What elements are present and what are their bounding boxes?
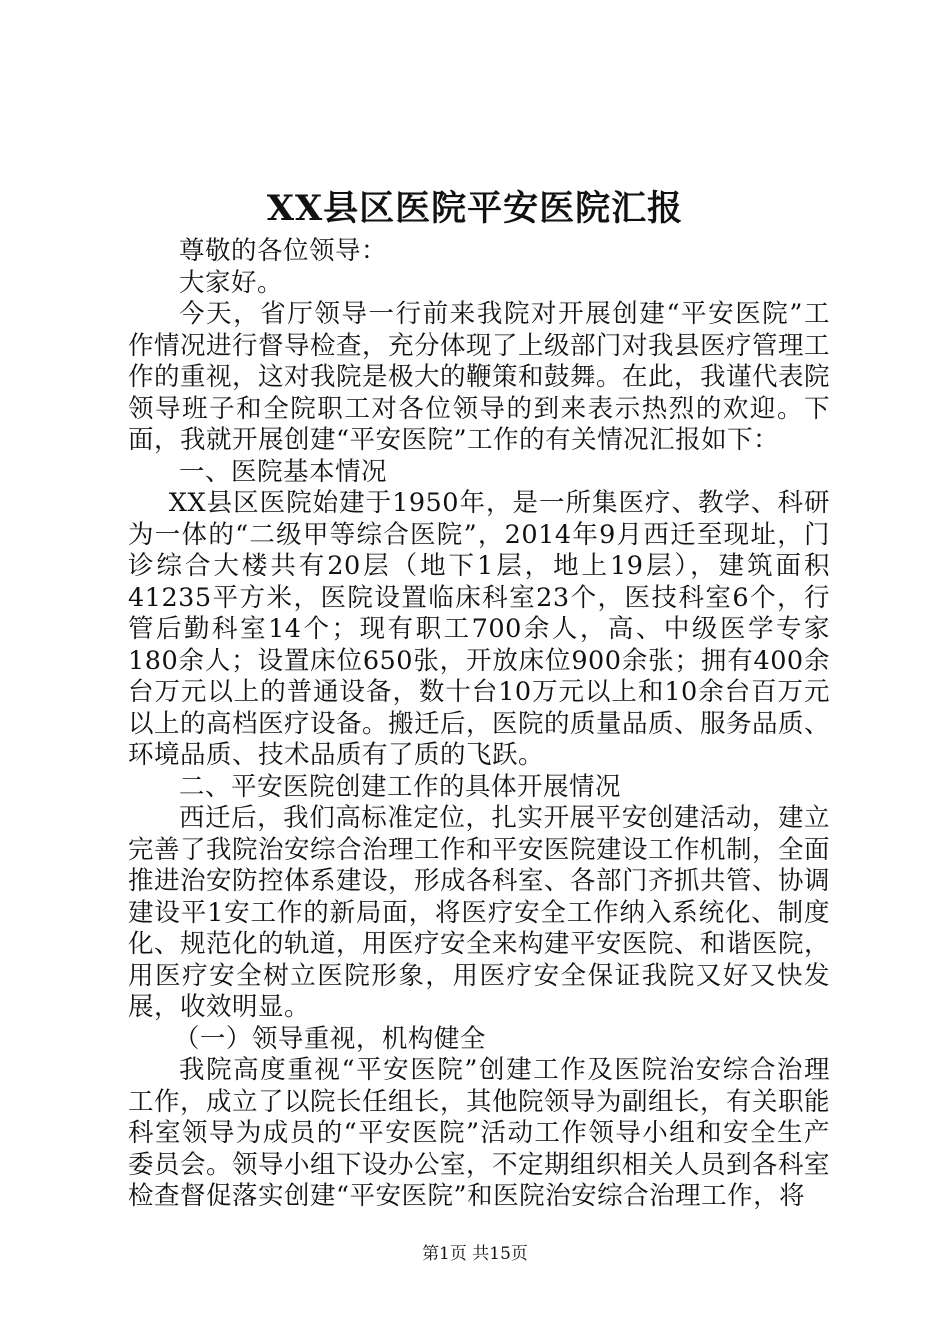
document-body bbox=[128, 236, 830, 1213]
greeting: 大家好。 bbox=[179, 267, 284, 298]
basic-info-paragraph: XX县区医院始建于1950年，是一所集医疗、教学、科研为一体的“二级甲等综合医院”，2014年9月西迁至现址，门诊综合大楼共有20层（地下1层，地上19层），建筑面积41235平方米，医院设置临床科室23个，医技科室6个，行管后勤科室14个；现有职工700余人，高、中级医学专家180余人；设置床位650张，开放床位900余张；拥有400余台万元以上的普通设备，数十台10万元以上和10余台百万元以上的高档医疗设备。搬迁后，医院的质量品质、服务品质、环境品质、技术品质有了质的飞跃。 bbox=[128, 488, 831, 770]
document-title: XX县区医院平安医院汇报 bbox=[266, 188, 684, 229]
implementation-paragraph: 西迁后，我们高标准定位，扎实开展平安创建活动，建立完善了我院治安综合治理工作和平安医院建设工作机制，全面推进治安防控体系建设，形成各科室、各部门齐抓共管、协调建设平1安工作的新局面，将医疗安全工作纳入系统化、制度化、规范化的轨道，用医疗安全来构建平安医院、和谐医院，用医疗安全树立医院形象，用医疗安全保证我院又好又快发展，收效明显。 bbox=[128, 803, 831, 1022]
intro-paragraph: 今天，省厅领导一行前来我院对开展创建“平安医院”工作情况进行督导检查，充分体现了上级部门对我县医疗管理工作的重视，这对我院是极大的鞭策和鼓舞。在此，我谨代表院领导班子和全院职工对各位领导的到来表示热烈的欢迎。下面，我就开展创建“平安医院”工作的有关情况汇报如下： bbox=[128, 299, 831, 455]
section-heading-1: 一、医院基本情况 bbox=[179, 456, 388, 487]
subsection-heading-1: （一）领导重视，机构健全 bbox=[173, 1023, 486, 1054]
leadership-paragraph: 我院高度重视“平安医院”创建工作及医院治安综合治理工作，成立了以院长任组长，其他院领导为副组长，有关职能科室领导为成员的“平安医院”活动工作领导小组和安全生产委员会。领导小组下设办公室，不定期组织相关人员到各科室检查督促落实创建“平安医院”和医院治安综合治理工作，将 bbox=[128, 1055, 831, 1211]
salutation: 尊敬的各位领导： bbox=[179, 236, 388, 266]
section-heading-2: 二、平安医院创建工作的具体开展情况 bbox=[179, 771, 622, 802]
page-footer: 第1页 共15页 bbox=[422, 1244, 528, 1264]
